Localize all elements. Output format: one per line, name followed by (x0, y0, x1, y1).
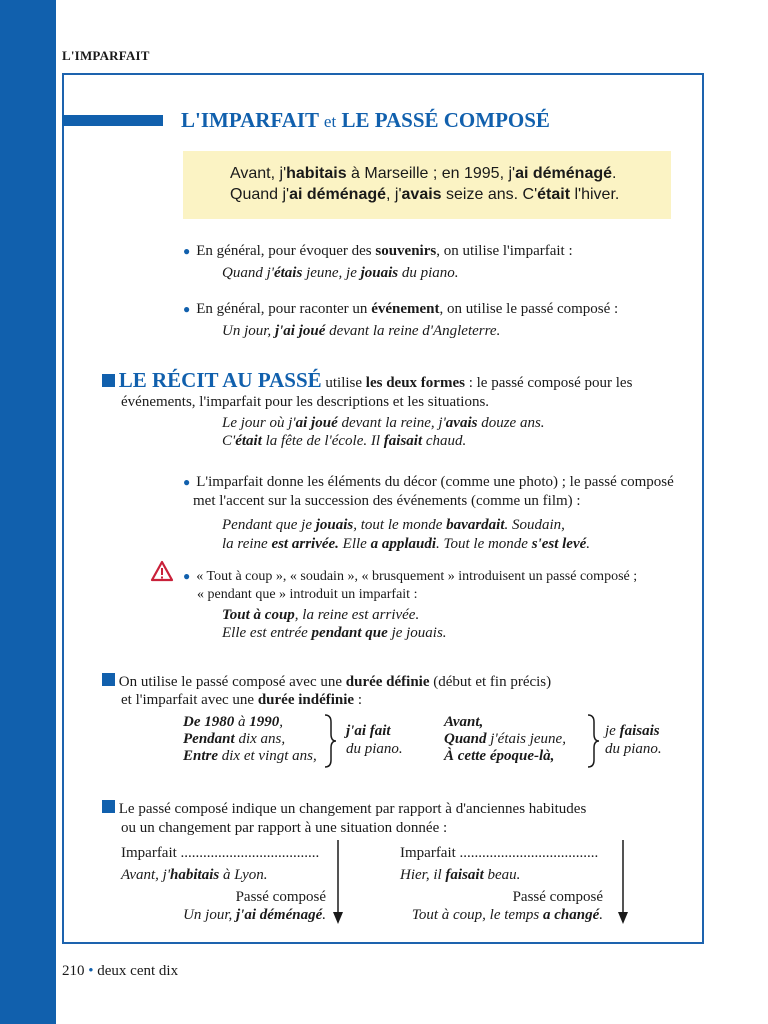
recit-example-2: C'était la fête de l'école. Il faisait chaud. (222, 433, 467, 449)
intro-line-1: Avant, j'habitais à Marseille ; en 1995, j'ai déménagé. (230, 165, 617, 182)
change-left-pc: Passé composé (235, 889, 326, 905)
decor-line-2: met l'accent sur la succession des événements (comme un film) : (193, 493, 581, 509)
warning-example-1: Tout à coup, la reine est arrivée. (222, 607, 420, 623)
decor-example-1: Pendant que je jouais, tout le monde bavardait. Soudain, (222, 517, 565, 533)
warning-line-1: ● « Tout à coup », « soudain », « brusquement » introduisent un passé composé ; (183, 569, 638, 584)
changement-line-2: ou un changement par rapport à une situation donnée : (121, 820, 448, 836)
recit-example-1: Le jour où j'ai joué devant la reine, j'avais douze ans. (222, 415, 545, 431)
square-bullet-icon (102, 800, 115, 813)
down-arrow-icon (617, 840, 629, 924)
warning-icon (150, 560, 174, 582)
bullet-icon: ● (183, 569, 191, 583)
changement-line-1: Le passé composé indique un changement par rapport à d'anciennes habitudes (102, 800, 586, 819)
change-left-example-1: Avant, j'habitais à Lyon. (121, 867, 268, 883)
square-bullet-icon (102, 673, 115, 686)
change-left-example-2: Un jour, j'ai déménagé. (183, 907, 326, 923)
page-title: L'IMPARFAIT et LE PASSÉ COMPOSÉ (181, 108, 550, 132)
duree-right-row-1: Avant, (444, 714, 484, 730)
page-number: 210 • deux cent dix (62, 963, 179, 979)
right-brace-icon (586, 714, 600, 768)
duree-left-list (183, 714, 317, 765)
change-right-example-1: Hier, il faisait beau. (400, 867, 521, 883)
duree-line-1: On utilise le passé composé avec une durée définie (début et fin précis) (102, 673, 551, 692)
down-arrow-icon (332, 840, 344, 924)
bullet-icon: ● (183, 302, 191, 316)
left-brace-icon (323, 714, 337, 768)
decor-example-2: la reine est arrivée. Elle a applaudi. Tout le monde s'est levé. (222, 536, 591, 552)
recit-line-2: événements, l'imparfait pour les descriptions et les situations. (121, 394, 490, 410)
warning-line-2: « pendant que » introduit un imparfait : (197, 587, 418, 602)
duree-left-row-1: De 1980 à 1990, (183, 714, 283, 730)
point-souvenirs: ● En général, pour évoquer des souvenirs, on utilise l'imparfait : (183, 243, 573, 259)
change-right-pc: Passé composé (512, 889, 603, 905)
duree-left-row-3: Entre dix et vingt ans, (183, 748, 317, 764)
title-bar (62, 115, 163, 126)
example-evenement: Un jour, j'ai joué devant la reine d'Angleterre. (222, 323, 501, 339)
chapter-header: L'IMPARFAIT (62, 48, 150, 63)
page-sidebar (0, 0, 56, 1024)
duree-left-verb: j'ai fait du piano. (346, 723, 403, 757)
recit-heading-line: LE RÉCIT AU PASSÉ utilise les deux formes : le passé composé pour les (102, 371, 632, 393)
intro-box (183, 151, 671, 219)
bullet-icon: ● (183, 244, 191, 258)
duree-right-list (444, 714, 566, 765)
change-left-imparfait: Imparfait ..................................... (121, 845, 320, 861)
decor-line-1: ● L'imparfait donne les éléments du décor (comme une photo) ; le passé composé (183, 474, 674, 490)
change-right-example-2: Tout à coup, le temps a changé. (411, 907, 603, 923)
example-souvenirs: Quand j'étais jeune, je jouais du piano. (222, 265, 459, 281)
change-right-imparfait: Imparfait ..................................... (400, 845, 599, 861)
duree-right-row-2: Quand j'étais jeune, (444, 731, 566, 747)
square-bullet-icon (102, 374, 115, 387)
duree-right-row-3: À cette époque-là, (444, 748, 555, 764)
duree-right-verb: je faisais du piano. (605, 723, 662, 757)
point-evenement: ● En général, pour raconter un événement, on utilise le passé composé : (183, 301, 619, 317)
warning-example-2: Elle est entrée pendant que je jouais. (222, 625, 447, 641)
intro-line-2: Quand j'ai déménagé, j'avais seize ans. C'était l'hiver. (230, 186, 620, 203)
duree-line-2: et l'imparfait avec une durée indéfinie : (121, 692, 362, 708)
bullet-icon: ● (183, 475, 191, 489)
duree-left-row-2: Pendant dix ans, (183, 731, 286, 747)
